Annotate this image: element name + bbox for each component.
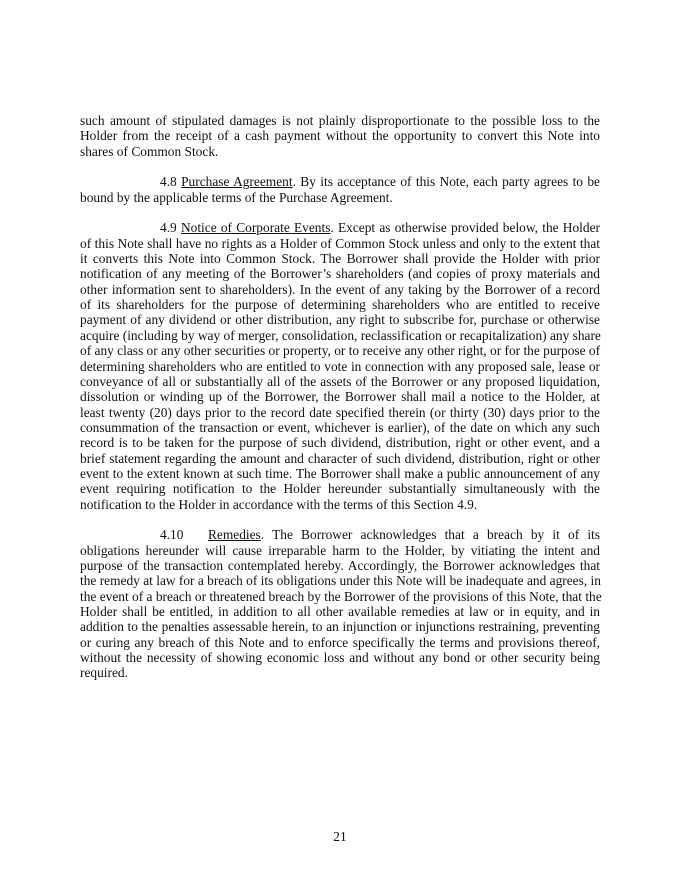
text-line: shares of Common Stock.: [80, 143, 219, 159]
text-line: without the necessity of showing economic loss and without any bond or other security being: [80, 650, 600, 666]
section-text: . By its acceptance of this Note, each party agrees to be: [292, 174, 601, 190]
text-line: it converts this Note into Common Stock. The Borrower shall provide the Holder with prior: [80, 251, 600, 267]
paragraph-stipulated-damages-continued: [80, 113, 600, 159]
text-line: of this Note shall have no rights as a Holder of Common Stock unless and only to the extent that: [80, 235, 600, 251]
section-number: 4.8: [160, 174, 182, 190]
section-number: 4.10: [160, 527, 208, 543]
text-line: purpose of the transaction contemplated hereby. Accordingly, the Borrower acknowledges that: [80, 557, 600, 573]
section-heading: Purchase Agreement: [181, 174, 293, 190]
text-line: other information sent to shareholders). In the event of any taking by the Borrower of a record: [80, 281, 600, 297]
section-heading: Notice of Corporate Events: [180, 220, 331, 236]
text-line: or curing any breach of this Note and to enforce specifically the terms and provisions thereof,: [80, 634, 600, 650]
text-line: obligations hereunder will cause irreparable harm to the Holder, by vitiating the intent and: [80, 542, 600, 558]
section-text: . Except as otherwise provided below, the Holder: [330, 220, 600, 236]
text-line: notification of any meeting of the Borrower’s shareholders (and copies of proxy materials and: [80, 266, 600, 282]
text-line: required.: [80, 665, 128, 681]
text-line: consummation of the transaction or event, whichever is earlier), of the date on which any such: [80, 419, 600, 435]
section-text: . The Borrower acknowledges that a breach by it of its: [260, 527, 600, 543]
text-line: notification to the Holder in accordance with the terms of this Section 4.9.: [80, 496, 478, 512]
text-line: of its shareholders for the purpose of determining shareholders who are entitled to receive: [80, 297, 600, 313]
text-line: payment of any dividend or other distribution, any right to subscribe for, purchase or otherwise: [80, 312, 600, 328]
text-line: the event of a breach or threatened breach by the Borrower of the provisions of this Note, that the: [80, 588, 602, 604]
paragraph-section-4-9: [80, 220, 600, 512]
text-line: the remedy at law for a breach of its obligations under this Note will be inadequate and agrees, in: [80, 573, 601, 589]
text-line: brief statement regarding the amount and character of such dividend, distribution, right or other: [80, 450, 600, 466]
paragraph-section-4-10: [80, 527, 600, 680]
text-line: bound by the applicable terms of the Purchase Agreement.: [80, 189, 393, 205]
text-line: determining shareholders who are entitled to vote in connection with any proposed sale, lease or: [80, 358, 600, 374]
text-line: Holder shall be entitled, in addition to all other available remedies at law or in equity, and in: [80, 604, 600, 619]
document-page: [80, 113, 600, 696]
text-line: conveyance of all or substantially all of the assets of the Borrower or any proposed liquidation,: [80, 373, 600, 389]
page-number: 21: [333, 829, 347, 844]
section-number: 4.9: [160, 220, 181, 236]
paragraph-section-4-8: [80, 174, 600, 205]
text-line: of any class or any other securities or property, or to receive any other right, or for the purpose of: [80, 343, 601, 359]
text-line: addition to the penalties assessable herein, to an injunction or injunctions restraining, preventing: [80, 619, 600, 635]
text-line: Holder from the receipt of a cash payment without the opportunity to convert this Note into: [80, 128, 600, 144]
text-line: [80, 220, 600, 235]
text-line: event to the extent known at such time. The Borrower shall make a public announcement of any: [80, 465, 600, 481]
text-line: event requiring notification to the Holder hereunder substantially simultaneously with the: [80, 481, 600, 497]
text-line: [80, 527, 600, 542]
text-line: [80, 174, 600, 189]
text-line: least twenty (20) days prior to the record date specified therein (or thirty (30) days prior to the: [80, 404, 600, 420]
text-line: record is to be taken for the purpose of such dividend, distribution, right or other event, and a: [80, 435, 600, 451]
text-line: acquire (including by way of merger, consolidation, reclassification or recapitalization) any share: [80, 327, 601, 343]
text-line: dissolution or winding up of the Borrower, the Borrower shall mail a notice to the Holder, at: [80, 389, 600, 405]
section-heading: Remedies: [207, 527, 261, 543]
text-line: such amount of stipulated damages is not plainly disproportionate to the possible loss to the: [80, 113, 600, 128]
